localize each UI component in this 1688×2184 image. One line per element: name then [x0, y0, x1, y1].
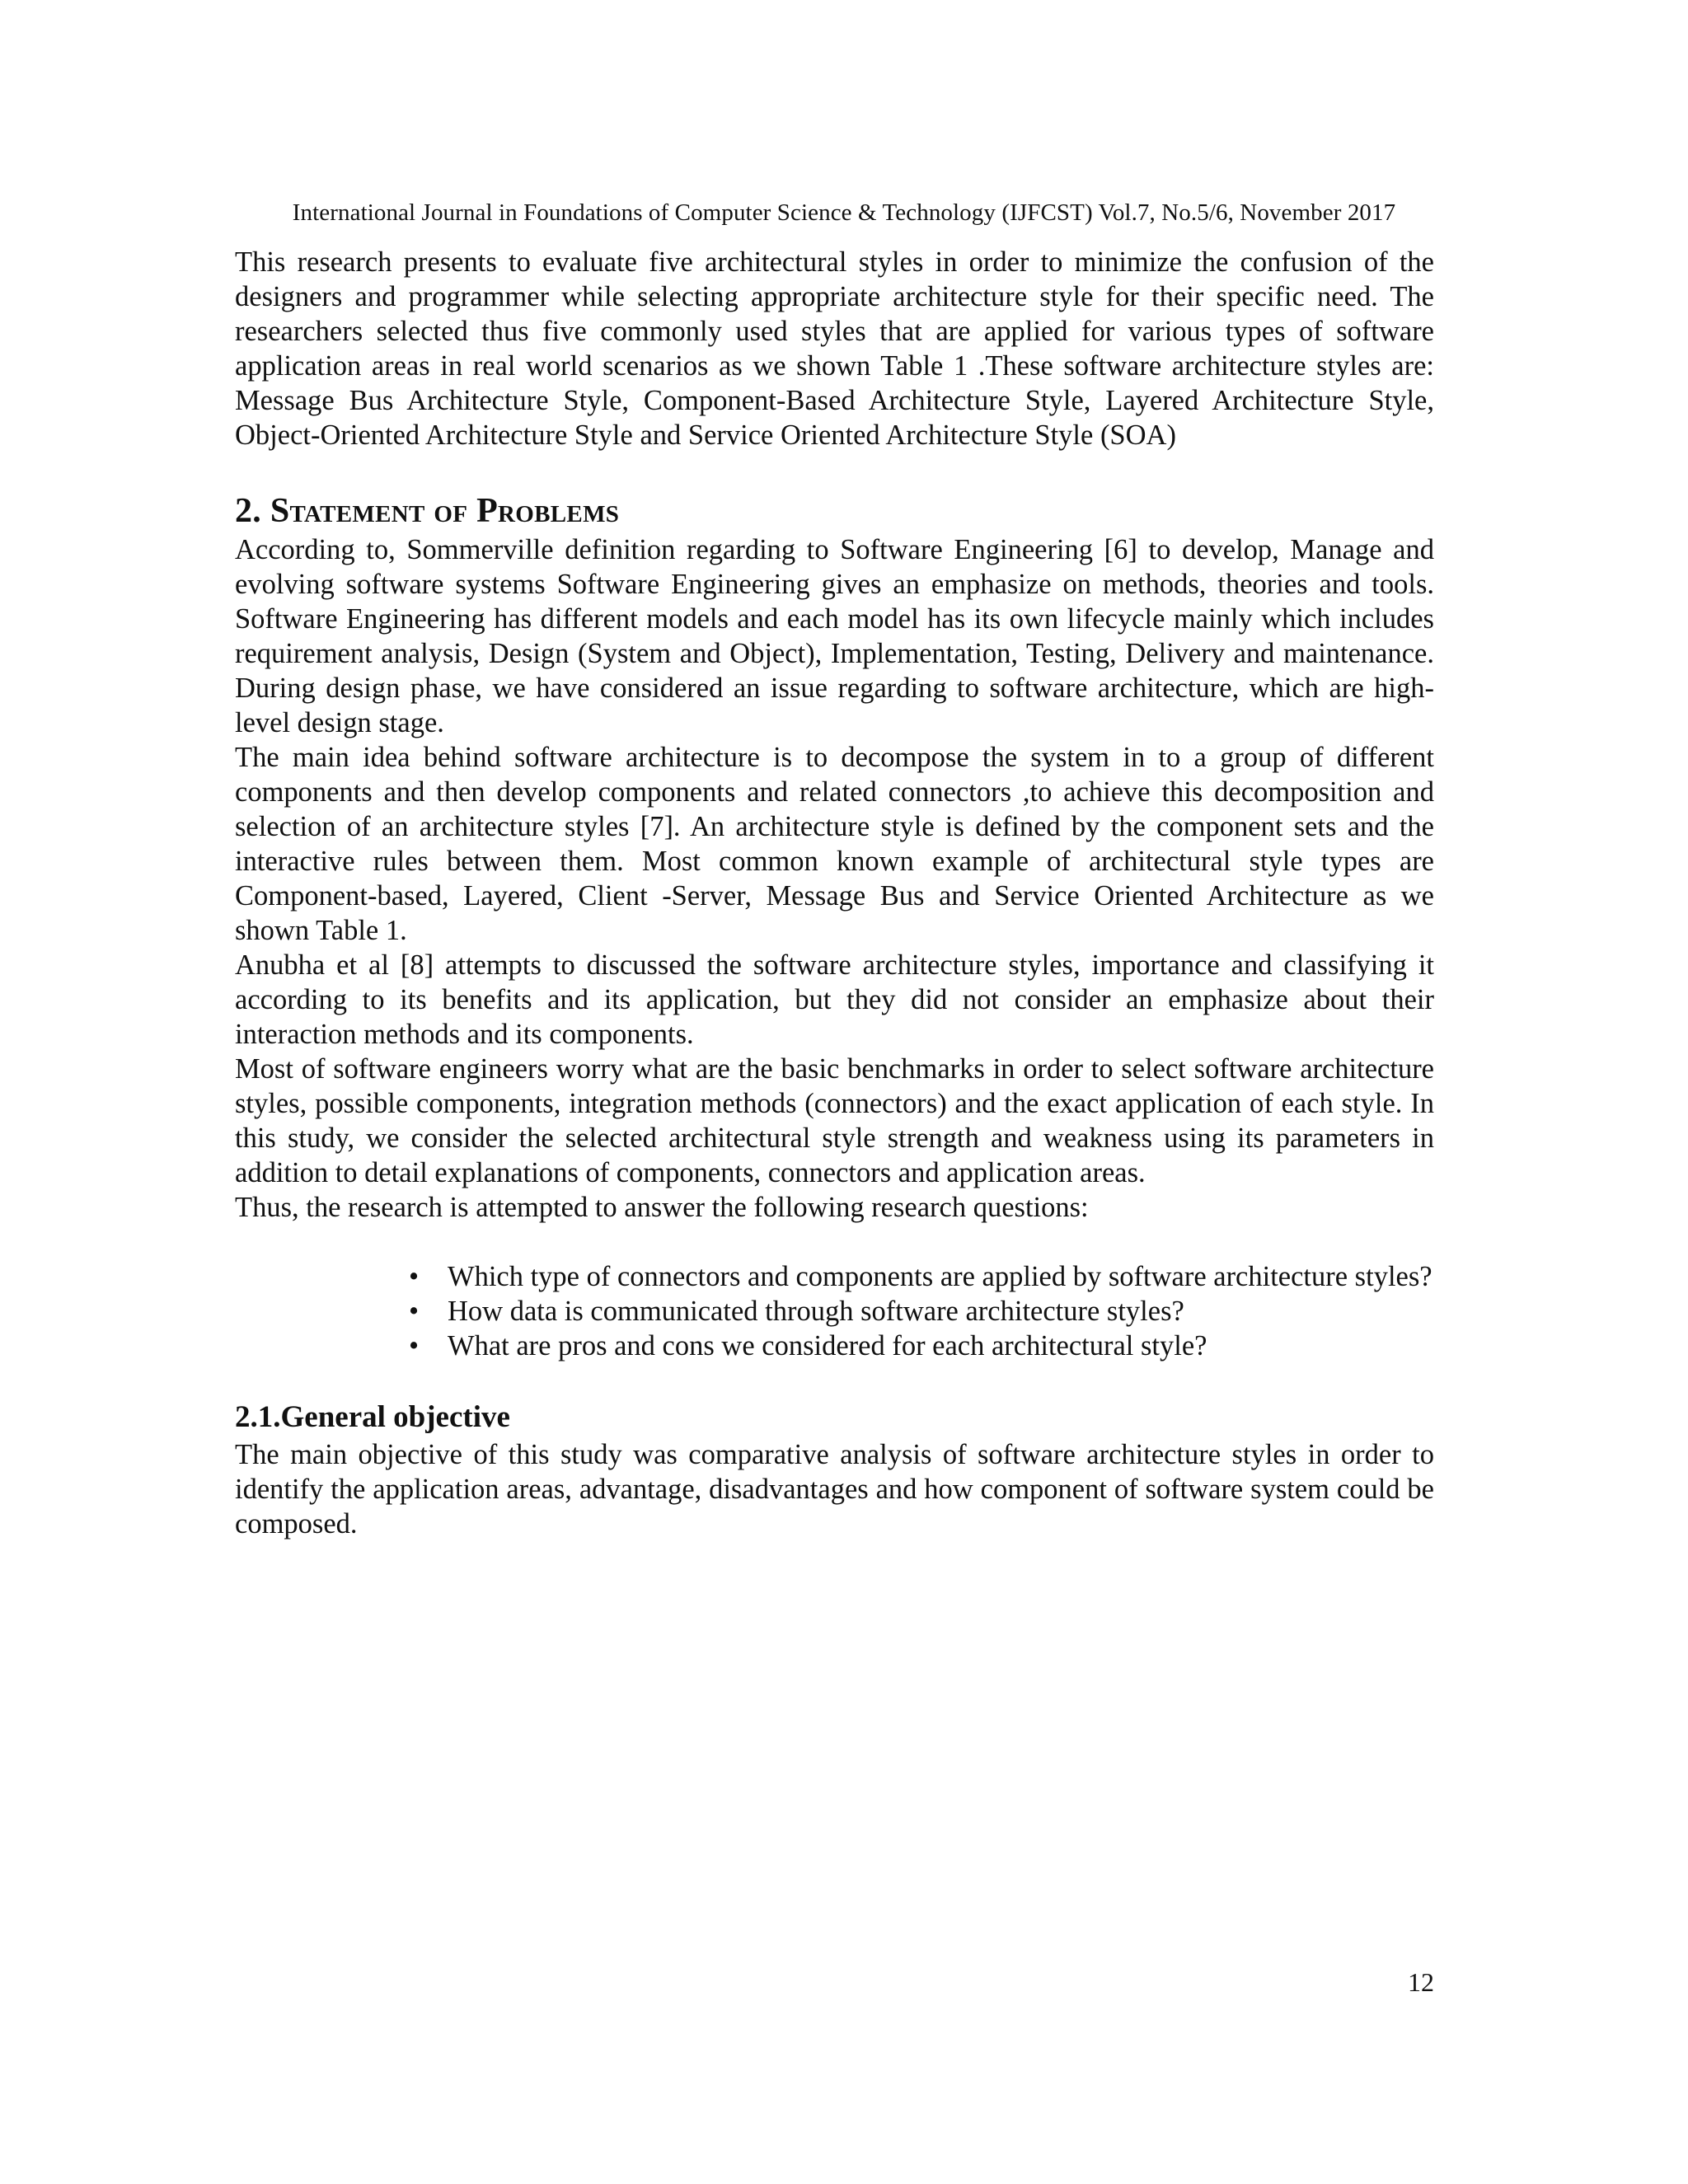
list-item: [408, 1259, 1434, 1294]
bullet-icon: •: [408, 1330, 420, 1361]
section-heading-statement-of-problems: 2. Statement of Problems: [235, 492, 620, 530]
research-question-text: How data is communicated through software architecture styles?: [448, 1296, 1184, 1327]
research-questions-list: [235, 1259, 1434, 1363]
research-question-text: What are pros and cons we considered for each architectural style?: [448, 1330, 1207, 1361]
paragraph-main-idea: The main idea behind software architecture is to decompose the system in to a group of different components and then develop components and related connectors ,to achieve this decomposition and selection of an architecture styles [7]. An architecture style is defined by the component sets and the interactive rules between them. Most common known example of architectural style types are Component-based, Layered, Client -Server, Message Bus and Service Oriented Architecture as we shown Table 1.: [235, 742, 1434, 946]
main-content: [235, 245, 1434, 1541]
bullet-icon: •: [408, 1261, 420, 1292]
paragraph-benchmarks: Most of software engineers worry what are the basic benchmarks in order to select software architecture styles, possible components, integration methods (connectors) and the exact application of each style. In this study, we consider the selected architectural style strength and weakness using its parameters in addition to detail explanations of components, connectors and application areas.: [235, 1053, 1434, 1188]
paragraph-objective: The main objective of this study was comparative analysis of software architecture styles in order to identify the application areas, advantage, disadvantages and how component of software system could be composed.: [235, 1439, 1434, 1540]
running-header: International Journal in Foundations of Computer Science & Technology (IJFCST) Vol.7, No.5/6, November 2017: [292, 199, 1396, 226]
research-question-text: Which type of connectors and components are applied by software architecture styles?: [448, 1261, 1432, 1292]
paragraph-sommerville: According to, Sommerville definition regarding to Software Engineering [6] to develop, Manage and evolving software systems Software Engineering gives an emphasize on methods, theories and tools. Software Engineering has different models and each model has its own lifecycle mainly which includes requirement analysis, Design (System and Object), Implementation, Testing, Delivery and maintenance. During design phase, we have considered an issue regarding to software architecture, which are high-level design stage.: [235, 534, 1434, 738]
intro-paragraph: This research presents to evaluate five architectural styles in order to minimize the confusion of the designers and programmer while selecting appropriate architecture style for their specific need. The researchers selected thus five commonly used styles that are applied for various types of software application areas in real world scenarios as we shown Table 1 .These software architecture styles are: Message Bus Architecture Style, Component-Based Architecture Style, Layered Architecture Style, Object-Oriented Architecture Style and Service Oriented Architecture Style (SOA): [235, 246, 1434, 451]
subsection-heading-general-objective: 2.1.General objective: [235, 1400, 510, 1434]
list-item: [408, 1329, 1434, 1363]
paragraph-anubha: Anubha et al [8] attempts to discussed the software architecture styles, importance and classifying it according to its benefits and its application, but they did not consider an emphasize about their interaction methods and its components.: [235, 949, 1434, 1050]
bullet-icon: •: [408, 1296, 420, 1327]
paragraph-research-intro: Thus, the research is attempted to answer the following research questions:: [235, 1192, 1089, 1223]
list-item: [408, 1294, 1434, 1329]
page-number: 12: [1408, 1967, 1434, 1997]
